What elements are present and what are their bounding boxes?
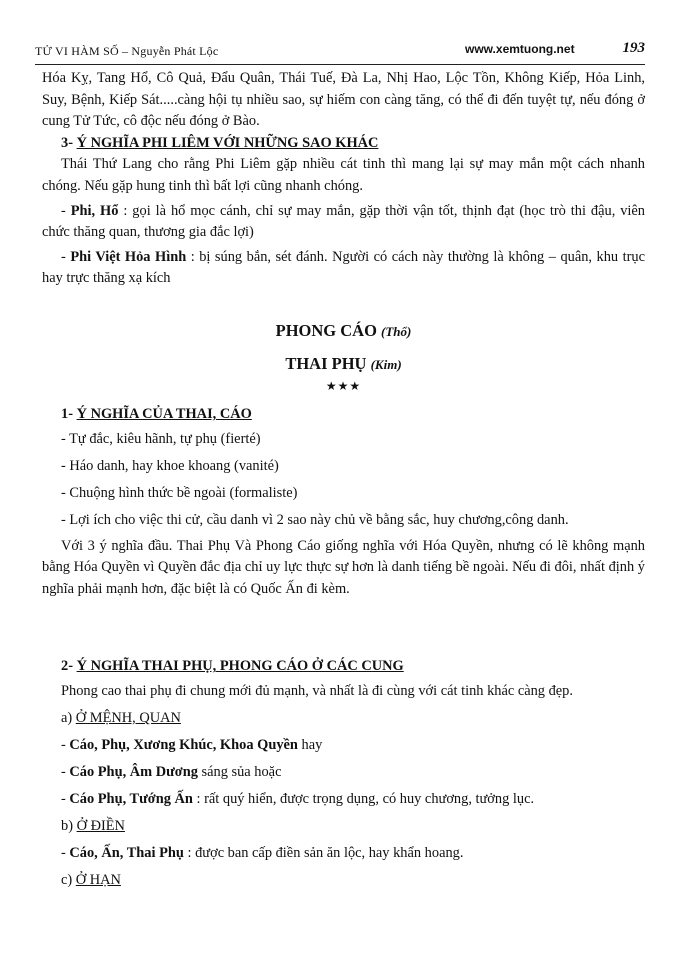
subsection-a-item1-text: hay [297, 736, 323, 753]
section2-number: 2- [61, 658, 77, 675]
section2-title: Ý NGHĨA THAI PHỤ, PHONG CÁO Ở CÁC CUNG [76, 658, 404, 675]
title-thai-phu-main: THAI PHỤ [285, 353, 367, 373]
subsection-c-prefix: c) [61, 871, 76, 888]
subsection-a-item: - Cáo, Phụ, Xương Khúc, Khoa Quyền hay [61, 736, 323, 753]
section3-heading [42, 133, 645, 155]
subsection-a-item2-text: sáng sủa hoặc [197, 763, 282, 780]
subsection-b-prefix: b) [61, 817, 77, 834]
subsection-a-item2-stars: Cáo Phụ, Âm Dương [69, 763, 198, 780]
subsection-a-prefix: a) [61, 709, 76, 726]
subsection-a-item3-stars: Cáo Phụ, Tướng Ấn [69, 790, 193, 807]
page-content [42, 68, 645, 894]
subsection-a-item3-text: : rất quý hiển, được trọng dụng, có huy chương, tưởng lục. [192, 790, 535, 807]
title-phong-cao-main: PHONG CÁO [275, 320, 377, 340]
section1-item: - Lợi ích cho việc thi cử, cầu danh vì 2 sao này chủ về bằng sắc, huy chương,công danh. [61, 511, 569, 528]
header-website: www.xemtuong.net [465, 42, 575, 56]
subsection-b-item: - Cáo, Ấn, Thai Phụ : được ban cấp điền sản ăn lộc, hay khẩn hoang. [61, 844, 464, 861]
section1-heading [42, 404, 645, 426]
section2-heading [42, 656, 645, 678]
section2-intro: Phong cao thai phụ đi chung mới đủ mạnh, và nhất là đi cùng với cát tinh khác càng đẹp. [61, 682, 573, 699]
subsection-c-title: Ở HẠN [75, 871, 121, 888]
section1-item: - Chuộng hình thức bề ngoài (formaliste) [61, 484, 298, 501]
section3-item1-stars: Phi, Hổ [70, 202, 119, 219]
subsection-b-item1-stars: Cáo, Ấn, Thai Phụ [69, 844, 184, 861]
section3-title: Ý NGHĨA PHI LIÊM VỚI NHỮNG SAO KHÁC [76, 134, 379, 151]
subsection-a-item: - Cáo Phụ, Âm Dương sáng sủa hoặc [61, 763, 282, 780]
subsection-c-heading [42, 867, 645, 894]
subsection-a-heading [42, 705, 645, 732]
header-book-title: TỬ VI HÀM SỐ – Nguyễn Phát Lộc [35, 44, 219, 58]
title-thai-phu-element: (Kim) [370, 356, 402, 372]
title-phong-cao-element: (Thổ) [381, 323, 412, 339]
title-phong-cao [42, 318, 645, 345]
star-rating-icon: ★★★ [325, 378, 362, 393]
section3-item2-stars: Phi Việt Hỏa Hình [70, 248, 187, 265]
subsection-a-item: - Cáo Phụ, Tướng Ấn : rất quý hiển, được trọng dụng, có huy chương, tưởng lục. [61, 790, 535, 807]
section1-paragraph: Với 3 ý nghĩa đầu. Thai Phụ Và Phong Cáo giống nghĩa với Hóa Quyền, nhưng có lẽ không mạnh bằng Hóa Quyền vì Quyền đắc địa chỉ uy lực thực sự hơn là danh tiếng bề ngoài. Nếu đi đôi, nhất định ý nghĩa phải mạnh hơn, đặc biệt là có Quốc Ấn đi kèm. [42, 537, 645, 597]
subsection-a-item1-stars: Cáo, Phụ, Xương Khúc, Khoa Quyền [69, 736, 298, 753]
section1-item: - Tự đắc, kiêu hãnh, tự phụ (fierté) [61, 430, 261, 447]
subsection-b-title: Ở ĐIỀN [76, 817, 125, 834]
section3-item-phi-ho: - Phi, Hổ : gọi là hổ mọc cánh, chỉ sự may mắn, gặp thời vận tốt, thịnh đạt (học trò thi đậu, viên chức thăng quan, thương gia đắc lợi) [42, 202, 646, 241]
title-thai-phu [42, 351, 645, 378]
page-header [35, 36, 645, 65]
section3-paragraph: Thái Thứ Lang cho rằng Phi Liêm gặp nhiều cát tinh thì mang lại sự may mắn một cách nhanh chóng. Nếu gặp hung tinh thì bất lợi cũng nhanh chóng. [42, 156, 645, 194]
page-number: 193 [622, 40, 645, 56]
subsection-b-item1-text: : được ban cấp điền sản ăn lộc, hay khẩn hoang. [183, 844, 464, 861]
section3-item1-text: : gọi là hổ mọc cánh, chỉ sự may mắn, gặp thời vận tốt, thịnh đạt (học trò thi đậu, viên chức thăng quan, thương gia đắc lợi) [42, 202, 646, 241]
section3-number: 3- [61, 134, 77, 151]
section1-item: - Háo danh, hay khoe khoang (vanité) [61, 457, 279, 474]
intro-paragraph: Hóa Kỵ, Tang Hổ, Cô Quả, Đẩu Quân, Thái Tuế, Đà La, Nhị Hao, Lộc Tồn, Không Kiếp, Hỏa Linh, Suy, Bệnh, Kiếp Sát.....càng hội tụ nhiều sao, sự hiếm con càng tăng, có thể đi đến tuyệt tự, nếu đóng ở cung Tử Tức, cô độc nếu đóng ở Bào. [42, 70, 645, 130]
subsection-a-title: Ở MỆNH, QUAN [75, 709, 181, 726]
section1-title: Ý NGHĨA CỦA THAI, CÁO [76, 405, 252, 422]
section3-item2-text: : bị súng bắn, sét đánh. Người có cách này thường là không – quân, khu trục hay trực thăng xạ kích [42, 248, 645, 287]
subsection-b-heading [42, 813, 645, 840]
section1-number: 1- [61, 405, 77, 422]
section3-item-phi-viet: - Phi Việt Hỏa Hình : bị súng bắn, sét đánh. Người có cách này thường là không – quân, khu trục hay trực thăng xạ kích [42, 248, 645, 287]
